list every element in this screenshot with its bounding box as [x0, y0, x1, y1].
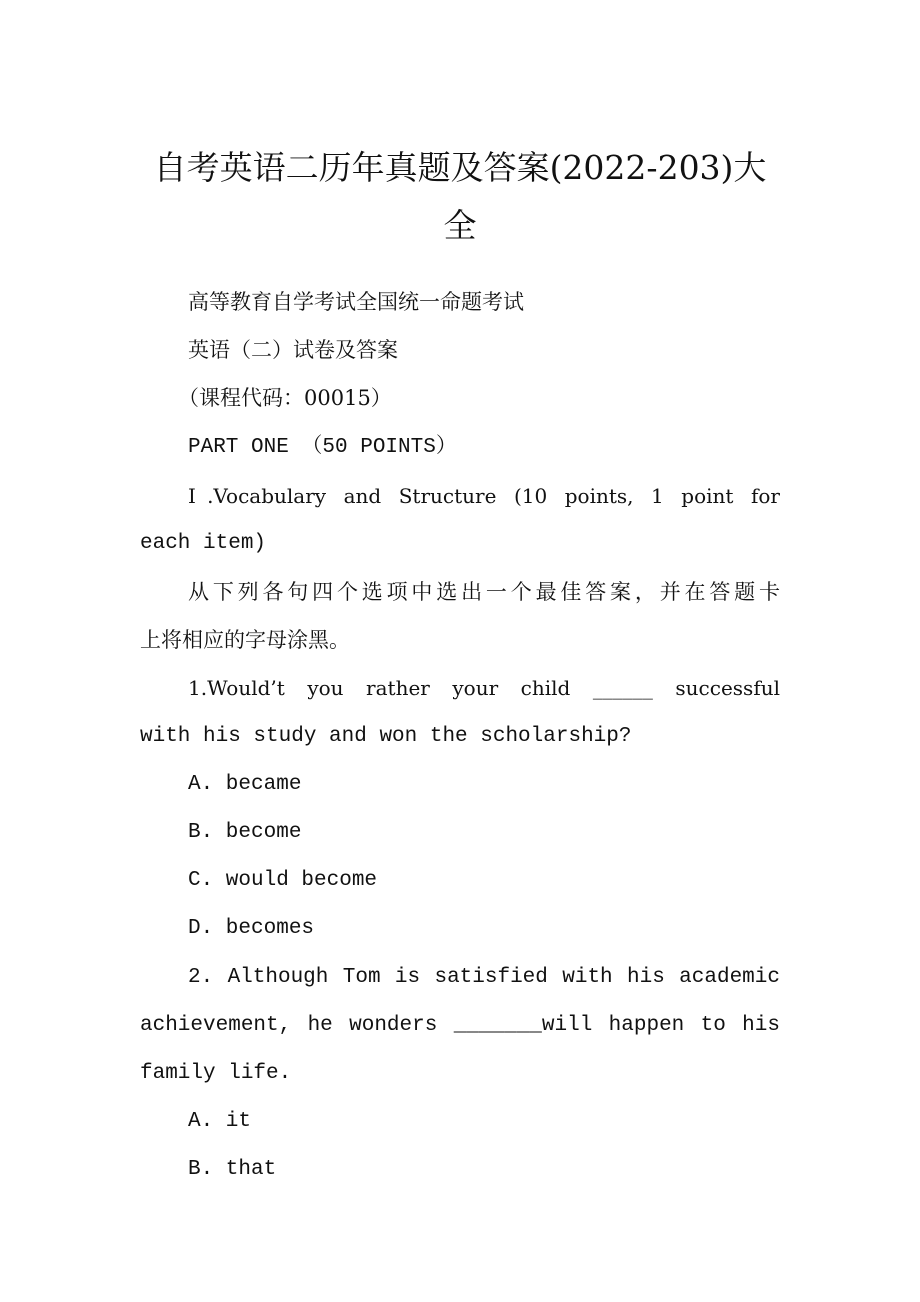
- section-heading: Ⅰ.Vocabulary and Structure (10 points, 1 point for: [188, 484, 780, 508]
- title-line-2: 全: [443, 206, 477, 245]
- option-a: A. it: [188, 1110, 252, 1133]
- question-stem-cont: with his study and won the scholarship?: [140, 725, 632, 748]
- instruction: 从下列各句四个选项中选出一个最佳答案，并在答题卡: [188, 580, 780, 604]
- question-stem-cont: achievement, he wonders _______will happen to his: [140, 1014, 780, 1037]
- question-stem: 1.Would’t you rather your child ______ successful: [188, 676, 780, 700]
- part-heading: PART ONE （50 POINTS）: [188, 436, 457, 459]
- question-stem: 2. Although Tom is satisfied with his academic: [188, 966, 780, 989]
- instruction-cont: 上将相应的字母涂黑。: [140, 628, 350, 652]
- option-b: B. that: [188, 1158, 277, 1181]
- option-d: D. becomes: [188, 917, 315, 940]
- exam-name: 高等教育自学考试全国统一命题考试: [188, 290, 524, 314]
- question-stem-cont-2: family life.: [140, 1062, 292, 1085]
- option-a: A. became: [188, 773, 302, 796]
- paper-name: 英语（二）试卷及答案: [188, 338, 398, 362]
- option-c: C. would become: [188, 869, 378, 892]
- section-heading-cont: each item): [140, 532, 267, 555]
- course-code: （课程代码：00015）: [178, 386, 392, 410]
- title-line-1: 自考英语二历年真题及答案(2022-203)大: [153, 148, 767, 187]
- option-b: B. become: [188, 821, 302, 844]
